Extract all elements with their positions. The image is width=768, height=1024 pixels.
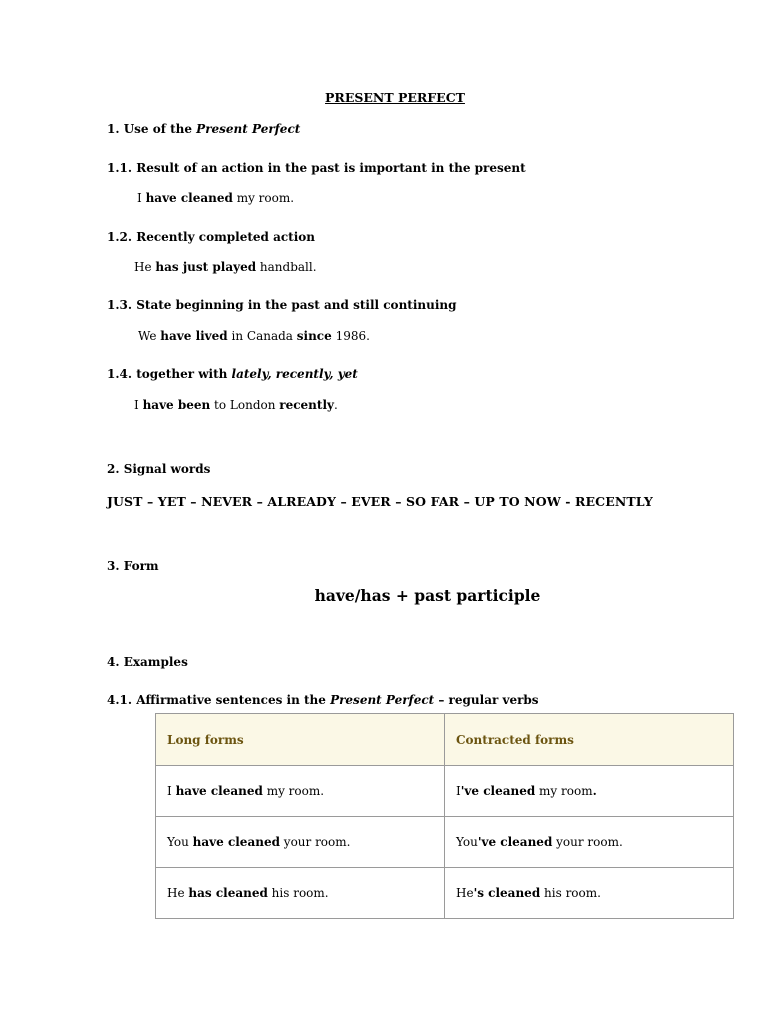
text-bold: .: [592, 784, 597, 798]
section-3-heading: 3. Form: [107, 559, 159, 573]
example-sentence-1-2: [134, 260, 317, 274]
text-bold: has cleaned: [188, 886, 268, 900]
text-plain: my room.: [262, 784, 325, 798]
contracted-form-cell: [445, 868, 734, 919]
section-1-4-heading-text: 1.4. together with: [107, 367, 232, 381]
section-4-1-heading-italic: Present Perfect: [330, 693, 435, 707]
text-bold: 've cleaned: [477, 835, 553, 849]
text-plain: You: [167, 835, 193, 849]
signal-words: JUST – YET – NEVER – ALREADY – EVER – SO FAR – UP TO NOW - RECENTLY: [107, 494, 653, 509]
text-bold: have cleaned: [192, 835, 280, 849]
example-sentence-1-1: [137, 191, 294, 205]
section-1-1-heading: 1.1. Result of an action in the past is important in the present: [107, 161, 526, 175]
text-bold: have cleaned: [145, 191, 233, 205]
section-4-heading: 4. Examples: [107, 655, 188, 669]
example-sentence-1-4: [134, 398, 338, 412]
section-1-heading: [107, 122, 300, 136]
text-plain: You: [456, 835, 478, 849]
text-plain: He: [456, 886, 474, 900]
page-title: PRESENT PERFECT: [325, 90, 465, 105]
text-plain: I: [456, 784, 461, 798]
section-4-1-heading: [107, 693, 539, 707]
text-bold: 've cleaned: [460, 784, 536, 798]
text-plain: to London: [210, 398, 280, 412]
section-1-heading-text: 1. Use of the: [107, 122, 197, 136]
section-1-4-heading-italic: lately, recently, yet: [231, 367, 358, 381]
table-row: [156, 766, 734, 817]
text-plain: my room.: [232, 191, 295, 205]
section-1-4-heading: [107, 367, 358, 381]
text-bold: since: [296, 329, 332, 343]
table-header-row: [156, 714, 734, 766]
section-1-heading-italic: Present Perfect: [196, 122, 301, 136]
text-plain: .: [333, 398, 338, 412]
text-plain: I: [167, 784, 176, 798]
table-row: [156, 868, 734, 919]
example-sentence-1-3: [138, 329, 370, 343]
text-bold: have cleaned: [175, 784, 263, 798]
table-row: [156, 817, 734, 868]
long-form-cell: [156, 817, 445, 868]
text-plain: I: [134, 398, 143, 412]
text-plain: He: [167, 886, 189, 900]
text-bold: 's cleaned: [473, 886, 541, 900]
text-plain: his room.: [540, 886, 601, 900]
column-header-long-forms: Long forms: [156, 714, 445, 766]
text-plain: your room.: [279, 835, 351, 849]
text-plain: his room.: [267, 886, 329, 900]
section-4-1-heading-text: 4.1. Affirmative sentences in the: [107, 693, 331, 707]
text-plain: We: [138, 329, 161, 343]
text-plain: 1986.: [331, 329, 370, 343]
text-plain: He: [134, 260, 156, 274]
section-1-3-heading: 1.3. State beginning in the past and still continuing: [107, 298, 457, 312]
contracted-form-cell: [445, 766, 734, 817]
contracted-form-cell: [445, 817, 734, 868]
text-plain: I: [137, 191, 146, 205]
text-bold: recently: [279, 398, 334, 412]
text-plain: in Canada: [227, 329, 297, 343]
long-form-cell: [156, 766, 445, 817]
text-bold: have been: [142, 398, 211, 412]
form-formula: have/has + past participle: [314, 586, 541, 605]
long-form-cell: [156, 868, 445, 919]
section-1-2-heading: 1.2. Recently completed action: [107, 230, 316, 244]
text-plain: my room: [535, 784, 593, 798]
column-header-contracted-forms: Contracted forms: [445, 714, 734, 766]
text-plain: handball.: [256, 260, 317, 274]
text-plain: your room.: [552, 835, 623, 849]
section-2-heading: 2. Signal words: [107, 462, 211, 476]
forms-table: [155, 713, 734, 919]
text-bold: have lived: [160, 329, 228, 343]
section-4-1-heading-suffix: – regular verbs: [434, 693, 539, 707]
text-bold: has just played: [155, 260, 257, 274]
